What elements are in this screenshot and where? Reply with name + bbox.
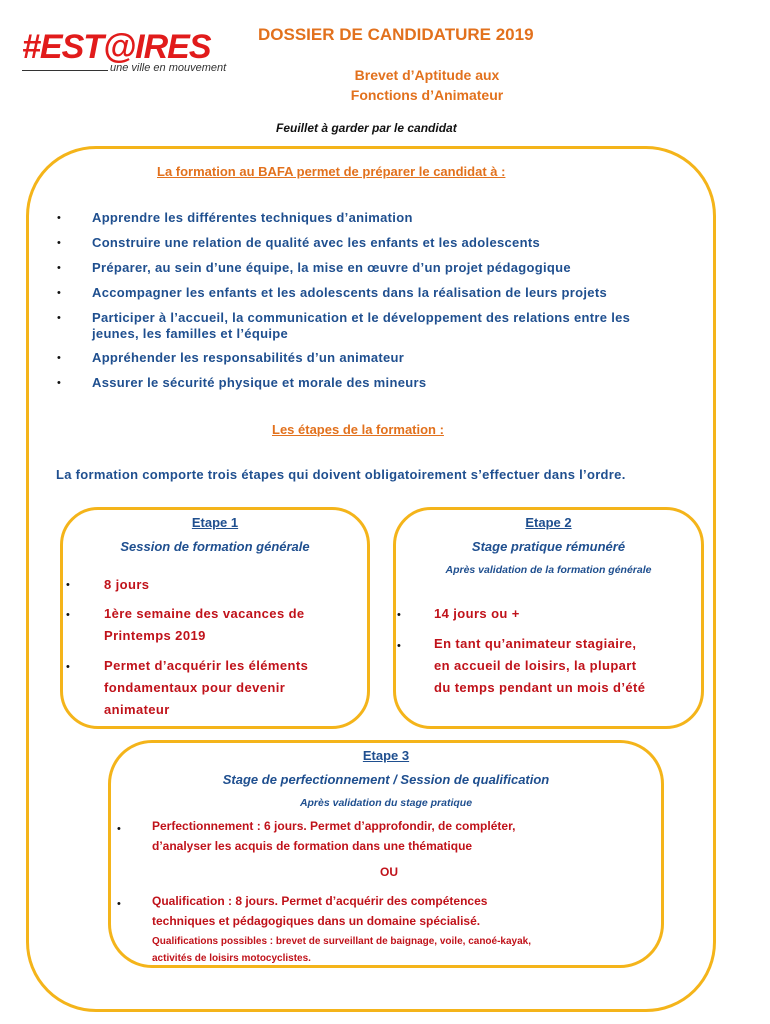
etape-2-item-continued: du temps pendant un mois d’été [434,680,646,695]
etape-3-item: Qualification : 8 jours. Permet d’acquérir des compétences [152,894,488,908]
etape-1-item-continued: animateur [104,702,170,717]
etape-2-item: En tant qu’animateur stagiaire, [434,636,637,651]
etape-2-subtitle: Stage pratique rémunéré [471,539,626,554]
objective-item: Construire une relation de qualité avec les enfants et les adolescents [92,235,540,250]
bullet-icon: • [66,609,70,621]
bullet-icon: • [57,212,61,224]
etape-3-condition: Après validation du stage pratique [299,797,473,809]
subtitle-line-1: Brevet d’Aptitude aux [354,67,500,83]
objective-item: Participer à l’accueil, la communication et le développement des relations entre les [92,310,631,325]
bullet-icon: • [57,352,61,364]
etape-1-item: 1ère semaine des vacances de [104,606,305,621]
bullet-icon: • [57,262,61,274]
etape-2-condition: Après validation de la formation générale [445,564,652,576]
etape-1-item-continued: Printemps 2019 [104,628,206,643]
etape-2-item: 14 jours ou + [434,606,520,621]
etape-3-qualifications-continued: activités de loisirs motocyclistes. [152,953,311,964]
etape-1-item-continued: fondamentaux pour devenir [104,680,286,695]
etape-3-title: Etape 3 [362,748,410,763]
etape-3-subtitle: Stage de perfectionnement / Session de qualification [222,772,550,787]
bullet-icon: • [57,377,61,389]
bullet-icon: • [117,898,121,910]
bullet-icon: • [57,237,61,249]
logo-tagline: une ville en mouvement [110,62,227,74]
etape-1-subtitle: Session de formation générale [120,539,310,554]
objective-item-continued: jeunes, les familles et l’équipe [92,326,289,341]
bullet-icon: • [117,823,121,835]
etape-3-or: OU [380,865,398,879]
etape-1-title: Etape 1 [191,515,239,530]
bullet-icon: • [57,287,61,299]
candidate-note: Feuillet à garder par le candidat [276,121,457,135]
subtitle-line-2: Fonctions d’Animateur [350,87,504,103]
objective-item: Préparer, au sein d’une équipe, la mise en œuvre d’un projet pédagogique [92,260,571,275]
logo-underline [22,70,108,71]
etape-1-item: 8 jours [104,577,150,592]
page-title: DOSSIER DE CANDIDATURE 2019 [258,25,534,44]
stages-intro: La formation comporte trois étapes qui doivent obligatoirement s’effectuer dans l’ordre. [56,467,626,482]
objectives-heading: La formation au BAFA permet de préparer le candidat à : [157,164,506,179]
objective-item: Appréhender les responsabilités d’un animateur [92,350,405,365]
objective-item: Assurer le sécurité physique et morale des mineurs [92,375,427,390]
bullet-icon: • [397,609,401,621]
etape-1-item: Permet d’acquérir les éléments [104,658,309,673]
bullet-icon: • [57,312,61,324]
etape-3-qualifications: Qualifications possibles : brevet de surveillant de baignage, voile, canoé-kayak, [152,936,532,947]
etape-3-item-continued: d’analyser les acquis de formation dans une thématique [152,839,473,853]
objective-item: Accompagner les enfants et les adolescents dans la réalisation de leurs projets [92,285,607,300]
etape-3-item-continued: techniques et pédagogiques dans un domaine spécialisé. [152,914,481,928]
logo: #EST@IRES [22,28,211,66]
bullet-icon: • [66,579,70,591]
objective-item: Apprendre les différentes techniques d’animation [92,210,413,225]
etape-2-title: Etape 2 [525,515,572,530]
stages-heading: Les étapes de la formation : [272,422,444,437]
etape-3-item: Perfectionnement : 6 jours. Permet d’approfondir, de compléter, [152,819,516,833]
bullet-icon: • [66,661,70,673]
etape-2-item-continued: en accueil de loisirs, la plupart [434,658,637,673]
bullet-icon: • [397,640,401,652]
